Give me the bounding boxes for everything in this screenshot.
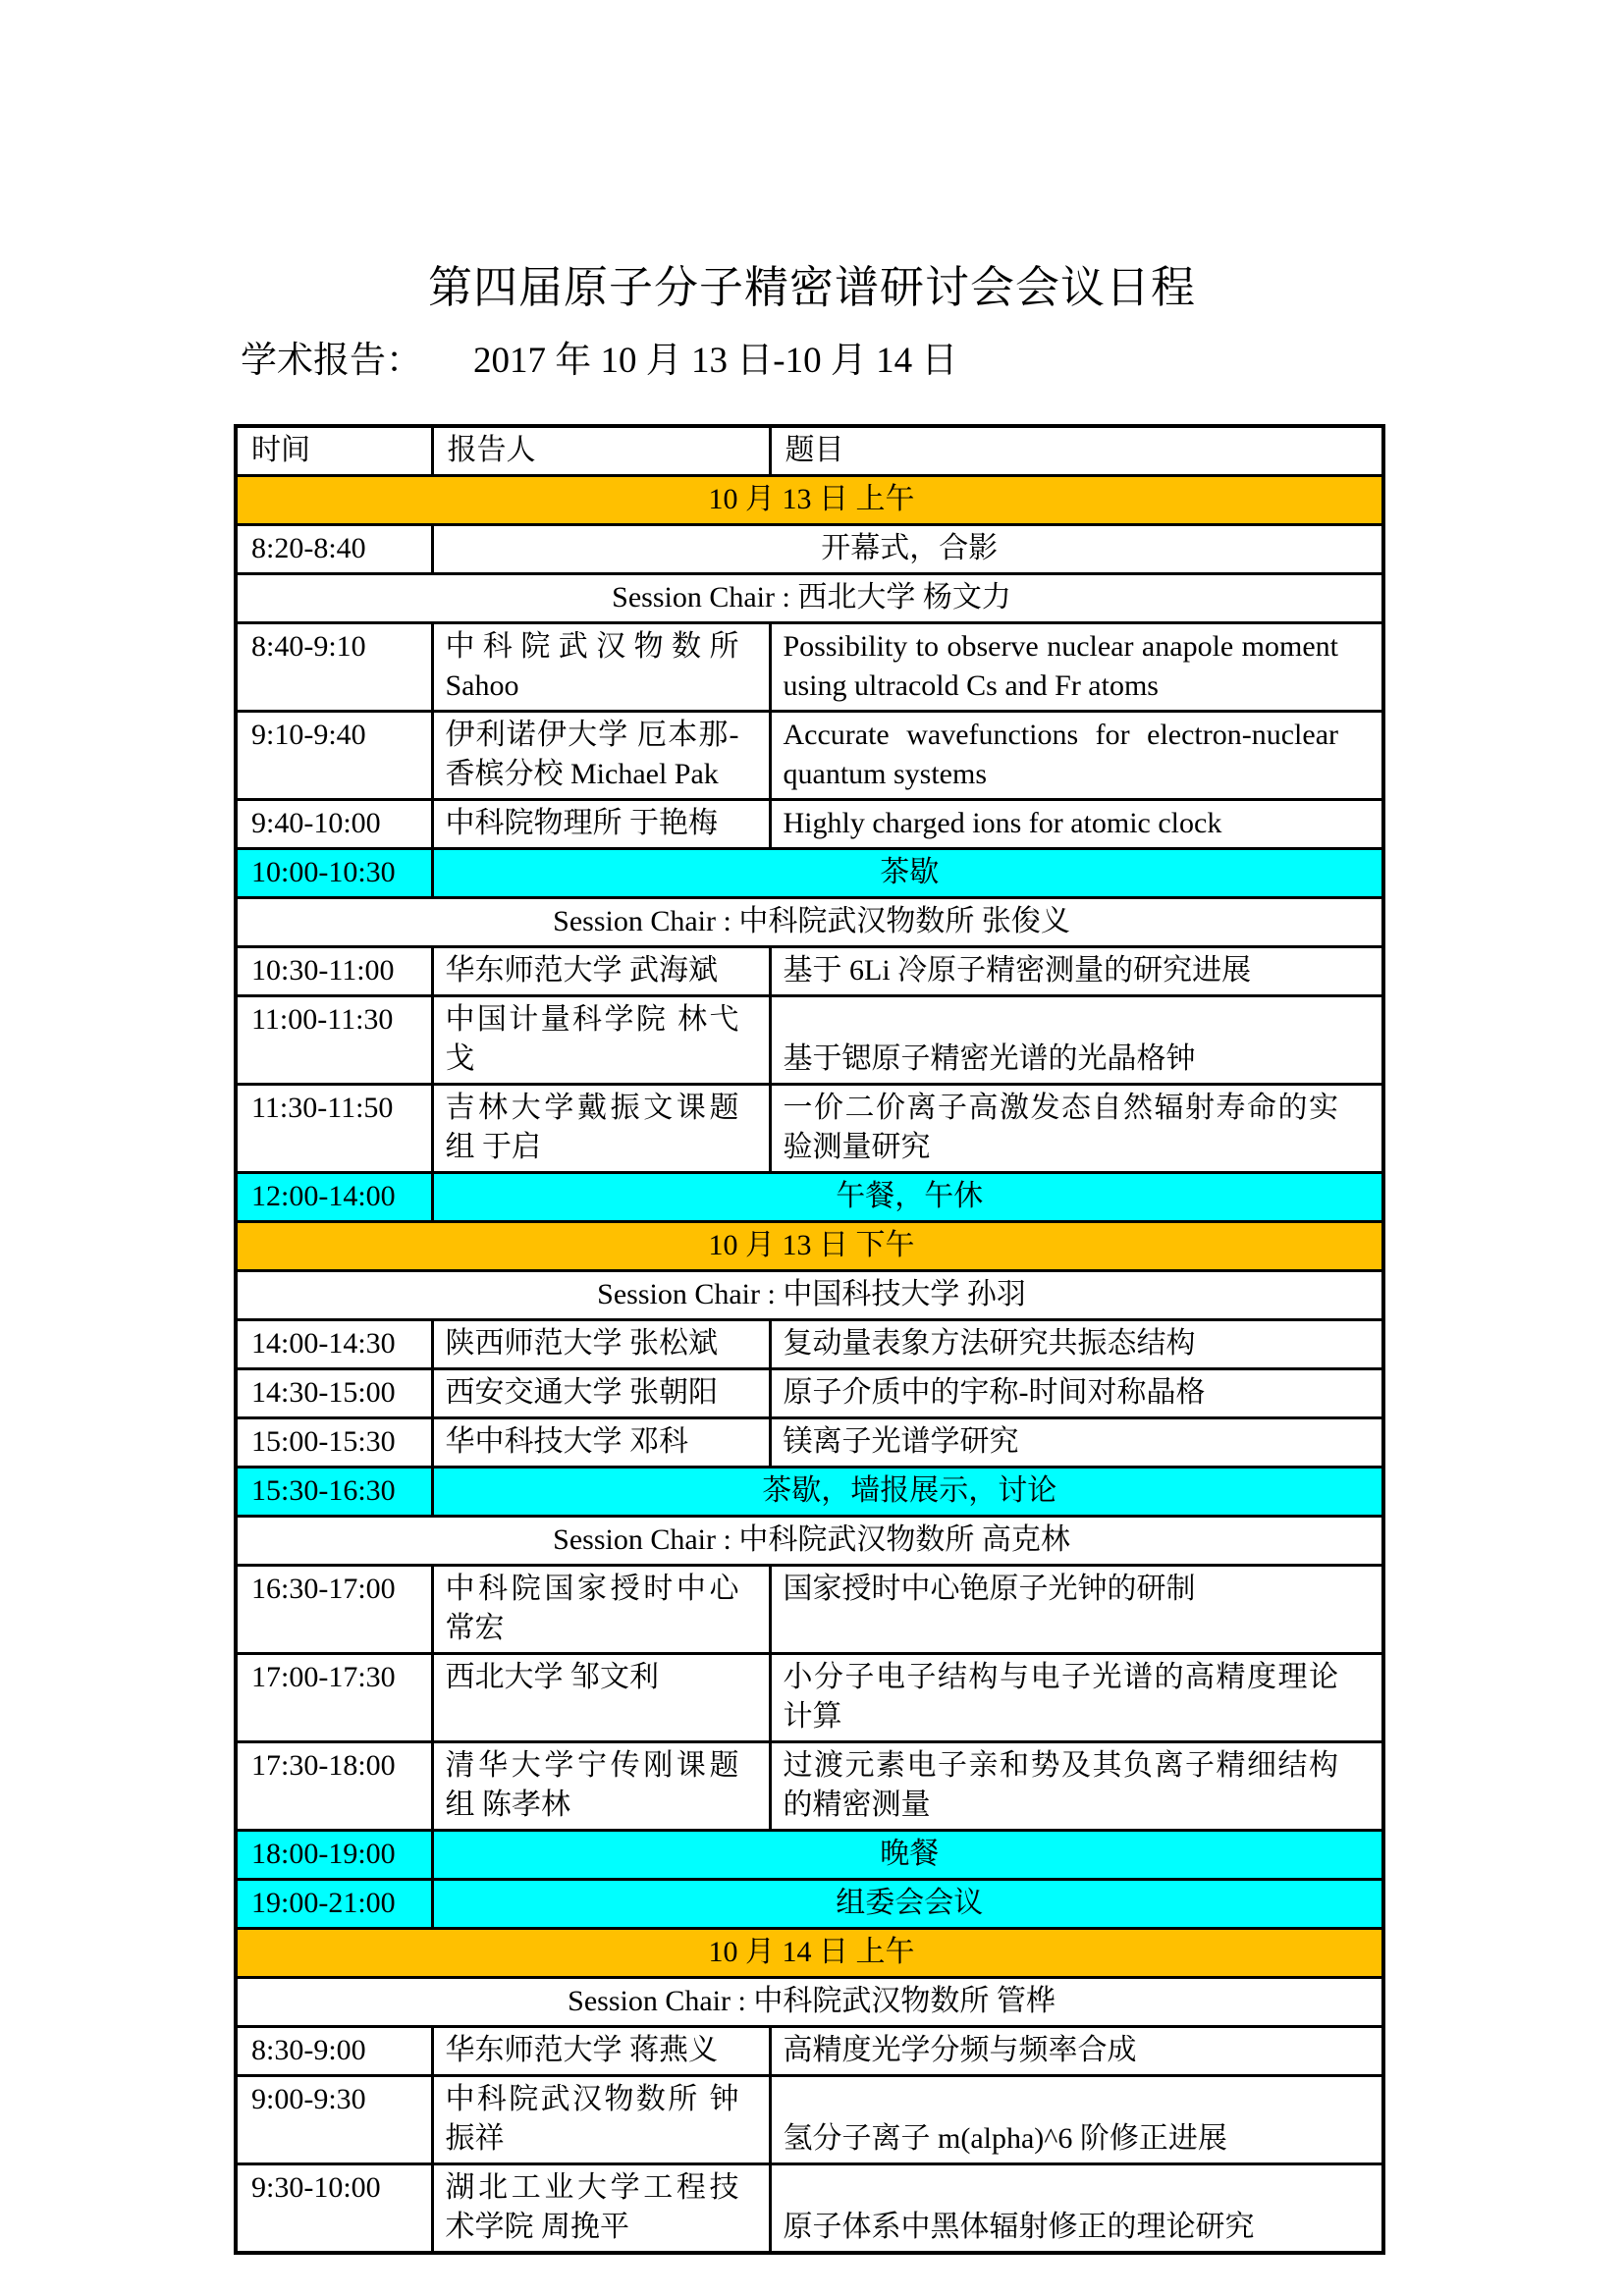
chair-row [236, 1978, 1383, 2027]
event-row [236, 525, 1383, 574]
title-cell: 小分子电子结构与电子光谱的高精度理论计算 [770, 1654, 1383, 1742]
time-cell: 17:00-17:30 [236, 1654, 432, 1742]
chair-row [236, 574, 1383, 623]
talk-row [236, 996, 1383, 1085]
talk-row [236, 2164, 1383, 2254]
time-cell: 15:00-15:30 [236, 1418, 432, 1468]
time-cell: 15:30-16:30 [236, 1468, 432, 1517]
speaker-cell: 华东师范大学 蒋燕义 [432, 2027, 770, 2076]
header-speaker: 报告人 [432, 426, 770, 476]
speaker-cell: 西安交通大学 张朝阳 [432, 1369, 770, 1418]
talk-row [236, 1566, 1383, 1654]
title-cell: 氢分子离子 m(alpha)^6 阶修正进展 [770, 2076, 1383, 2164]
chair-label: Session Chair : 中科院武汉物数所 高克林 [236, 1517, 1383, 1566]
day-row [236, 1929, 1383, 1978]
talk-row [236, 2027, 1383, 2076]
title-cell: 原子体系中黑体辐射修正的理论研究 [770, 2164, 1383, 2254]
speaker-cell: 华中科技大学 邓科 [432, 1418, 770, 1468]
time-cell: 12:00-14:00 [236, 1173, 432, 1222]
page-title: 第四届原子分子精密谱研讨会会议日程 [427, 263, 1196, 312]
talk-row [236, 1742, 1383, 1831]
chair-label: Session Chair : 西北大学 杨文力 [236, 574, 1383, 623]
title-cell: 复动量表象方法研究共振态结构 [770, 1320, 1383, 1369]
time-cell: 11:00-11:30 [236, 996, 432, 1085]
talk-row [236, 1320, 1383, 1369]
speaker-cell: 吉林大学戴振文课题组 于启 [432, 1085, 770, 1173]
day-label: 10 月 13 日 上午 [236, 476, 1383, 525]
time-cell: 9:30-10:00 [236, 2164, 432, 2254]
time-cell: 9:10-9:40 [236, 712, 432, 800]
break-row [236, 1880, 1383, 1929]
talk-row [236, 1418, 1383, 1468]
title-cell: 一价二价离子高激发态自然辐射寿命的实验测量研究 [770, 1085, 1383, 1173]
title-cell: 国家授时中心铯原子光钟的研制 [770, 1566, 1383, 1654]
title-cell: 基于锶原子精密光谱的光晶格钟 [770, 996, 1383, 1085]
day-row [236, 1222, 1383, 1271]
time-cell: 14:00-14:30 [236, 1320, 432, 1369]
time-cell: 16:30-17:00 [236, 1566, 432, 1654]
talk-row [236, 2076, 1383, 2164]
break-row [236, 849, 1383, 898]
time-cell: 18:00-19:00 [236, 1831, 432, 1880]
chair-row [236, 1271, 1383, 1320]
speaker-cell: 中科院国家授时中心 常宏 [432, 1566, 770, 1654]
break-label: 茶歇 [432, 849, 1383, 898]
chair-row [236, 1517, 1383, 1566]
subtitle-label: 学术报告： [241, 341, 422, 381]
speaker-cell: 西北大学 邹文利 [432, 1654, 770, 1742]
header-title: 题目 [770, 426, 1383, 476]
time-cell: 8:40-9:10 [236, 623, 432, 712]
speaker-cell: 华东师范大学 武海斌 [432, 947, 770, 996]
break-label: 晚餐 [432, 1831, 1383, 1880]
break-row [236, 1831, 1383, 1880]
break-row [236, 1468, 1383, 1517]
break-label: 组委会会议 [432, 1880, 1383, 1929]
time-cell: 17:30-18:00 [236, 1742, 432, 1831]
time-cell: 10:00-10:30 [236, 849, 432, 898]
time-cell: 8:20-8:40 [236, 525, 432, 574]
title-cell: 基于 6Li 冷原子精密测量的研究进展 [770, 947, 1383, 996]
title-cell: Accurate wavefunctions for electron-nuclear quantum systems [770, 712, 1383, 800]
chair-row [236, 898, 1383, 947]
title-cell: 镁离子光谱学研究 [770, 1418, 1383, 1468]
chair-label: Session Chair : 中国科技大学 孙羽 [236, 1271, 1383, 1320]
schedule-table [234, 424, 1385, 2255]
speaker-cell: 清华大学宁传刚课题组 陈孝林 [432, 1742, 770, 1831]
day-row [236, 476, 1383, 525]
time-cell: 19:00-21:00 [236, 1880, 432, 1929]
talk-row [236, 712, 1383, 800]
header-time: 时间 [236, 426, 432, 476]
talk-row [236, 800, 1383, 849]
break-row [236, 1173, 1383, 1222]
talk-row [236, 623, 1383, 712]
break-label: 茶歇，墙报展示，讨论 [432, 1468, 1383, 1517]
talk-row [236, 1085, 1383, 1173]
subtitle-dates: 2017 年 10 月 13 日-10 月 14 日 [473, 341, 958, 381]
speaker-cell: 中科院物理所 于艳梅 [432, 800, 770, 849]
time-cell: 9:40-10:00 [236, 800, 432, 849]
break-label: 午餐，午休 [432, 1173, 1383, 1222]
speaker-cell: 湖北工业大学工程技术学院 周挽平 [432, 2164, 770, 2254]
chair-label: Session Chair : 中科院武汉物数所 张俊义 [236, 898, 1383, 947]
talk-row [236, 947, 1383, 996]
title-cell: Highly charged ions for atomic clock [770, 800, 1383, 849]
talk-row [236, 1654, 1383, 1742]
time-cell: 10:30-11:00 [236, 947, 432, 996]
time-cell: 8:30-9:00 [236, 2027, 432, 2076]
time-cell: 11:30-11:50 [236, 1085, 432, 1173]
time-cell: 9:00-9:30 [236, 2076, 432, 2164]
chair-label: Session Chair : 中科院武汉物数所 管桦 [236, 1978, 1383, 2027]
title-cell: 高精度光学分频与频率合成 [770, 2027, 1383, 2076]
subtitle [241, 338, 1624, 385]
speaker-cell: 中科院武汉物数所 Sahoo [432, 623, 770, 712]
day-label: 10 月 14 日 上午 [236, 1929, 1383, 1978]
title-cell: 过渡元素电子亲和势及其负离子精细结构的精密测量 [770, 1742, 1383, 1831]
title-cell: Possibility to observe nuclear anapole moment using ultracold Cs and Fr atoms [770, 623, 1383, 712]
event-label: 开幕式，合影 [432, 525, 1383, 574]
speaker-cell: 陕西师范大学 张松斌 [432, 1320, 770, 1369]
day-label: 10 月 13 日 下午 [236, 1222, 1383, 1271]
speaker-cell: 中科院武汉物数所 钟振祥 [432, 2076, 770, 2164]
header-row [236, 426, 1383, 476]
speaker-cell: 中国计量科学院 林弋戈 [432, 996, 770, 1085]
time-cell: 14:30-15:00 [236, 1369, 432, 1418]
title-cell: 原子介质中的宇称-时间对称晶格 [770, 1369, 1383, 1418]
talk-row [236, 1369, 1383, 1418]
speaker-cell: 伊利诺伊大学 厄本那-香槟分校 Michael Pak [432, 712, 770, 800]
